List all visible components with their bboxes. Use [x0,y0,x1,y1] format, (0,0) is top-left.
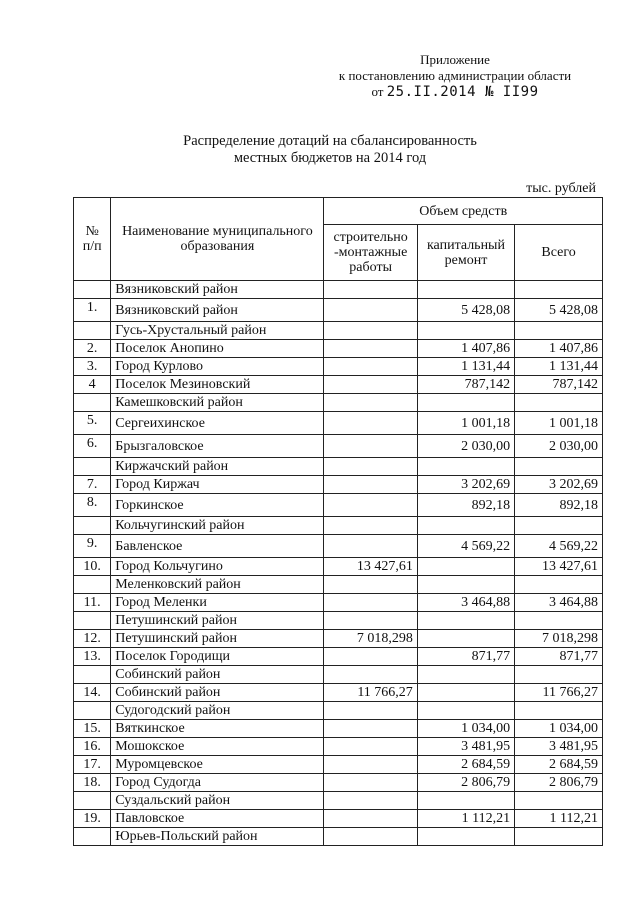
row-total-value: 871,77 [515,648,603,666]
row-construction-value [324,281,417,299]
row-name: Суздальский район [111,792,324,810]
table-row [74,810,603,828]
row-construction-value [324,412,417,435]
row-name: Муромцевское [111,756,324,774]
row-number: 1. [74,299,111,322]
row-number: 10. [74,558,111,576]
row-name: Горкинское [111,494,324,517]
row-construction-value [324,756,417,774]
row-number [74,612,111,630]
table-header-row-1 [74,198,603,225]
row-name: Город Курлово [111,358,324,376]
row-number [74,281,111,299]
row-number [74,666,111,684]
table-row [74,630,603,648]
row-name: Поселок Анопино [111,340,324,358]
row-name: Город Кольчугино [111,558,324,576]
row-number: 18. [74,774,111,792]
row-name: Вязниковский район [111,299,324,322]
row-repair-value: 3 464,88 [417,594,514,612]
title-line-2: местных бюджетов на 2014 год [233,150,427,166]
row-total-value: 1 001,18 [515,412,603,435]
row-total-value: 2 684,59 [515,756,603,774]
row-number [74,576,111,594]
row-name: Судогодский район [111,702,324,720]
row-construction-value [324,576,417,594]
row-total-value: 2 030,00 [515,435,603,458]
row-repair-value: 2 806,79 [417,774,514,792]
subsidy-table [73,197,603,846]
row-number: 15. [74,720,111,738]
row-number [74,792,111,810]
row-construction-value [324,828,417,846]
row-name: Павловское [111,810,324,828]
row-number [74,828,111,846]
row-total-value [515,792,603,810]
row-construction-value [324,648,417,666]
row-total-value [515,322,603,340]
row-name: Гусь-Хрустальный район [111,322,324,340]
row-construction-value [324,738,417,756]
row-number [74,517,111,535]
row-number [74,322,111,340]
row-number: 4 [74,376,111,394]
row-construction-value [324,702,417,720]
row-number: 14. [74,684,111,702]
row-name: Поселок Городищи [111,648,324,666]
row-construction-value [324,494,417,517]
row-construction-value [324,340,417,358]
row-construction-value [324,792,417,810]
table-row [74,738,603,756]
row-total-value [515,666,603,684]
row-construction-value [324,358,417,376]
appendix-label: Приложение [420,52,490,67]
row-total-value [515,702,603,720]
row-total-value: 892,18 [515,494,603,517]
row-name: Город Судогда [111,774,324,792]
table-row [74,594,603,612]
table-row [74,358,603,376]
row-name: Сергеихинское [111,412,324,435]
row-total-value: 1 112,21 [515,810,603,828]
row-number: 6. [74,435,111,458]
row-number: 8. [74,494,111,517]
row-construction-value [324,322,417,340]
row-repair-value: 1 034,00 [417,720,514,738]
row-construction-value [324,458,417,476]
row-total-value: 3 202,69 [515,476,603,494]
row-repair-value [417,394,514,412]
table-row [74,535,603,558]
row-repair-value: 4 569,22 [417,535,514,558]
row-construction-value: 7 018,298 [324,630,417,648]
row-name: Петушинский район [111,630,324,648]
table-row [74,648,603,666]
table-row [74,612,603,630]
table-row [74,494,603,517]
col-header-funds: Объем средств [324,198,603,225]
row-construction-value [324,435,417,458]
row-total-value: 3 464,88 [515,594,603,612]
row-total-value: 1 407,86 [515,340,603,358]
decree-date-line [330,84,580,100]
table-row [74,376,603,394]
row-name: Поселок Мезиновский [111,376,324,394]
row-total-value [515,458,603,476]
row-name: Юрьев-Польский район [111,828,324,846]
table-row [74,558,603,576]
row-total-value: 1 131,44 [515,358,603,376]
row-name: Город Киржач [111,476,324,494]
table-row [74,576,603,594]
row-construction-value [324,376,417,394]
table-row [74,517,603,535]
row-total-value: 7 018,298 [515,630,603,648]
decree-date-number: 25.II.2014 № II99 [386,84,539,100]
row-name: Город Меленки [111,594,324,612]
row-repair-value: 2 030,00 [417,435,514,458]
table-row [74,774,603,792]
row-total-value: 11 766,27 [515,684,603,702]
row-construction-value [324,612,417,630]
title-line-1: Распределение дотаций на сбалансированность [183,133,477,149]
units-label: тыс. рублей [526,181,596,196]
row-total-value [515,517,603,535]
row-name: Мошокское [111,738,324,756]
row-construction-value [324,299,417,322]
row-name: Кольчугинский район [111,517,324,535]
row-number: 7. [74,476,111,494]
row-construction-value [324,394,417,412]
row-repair-value: 1 131,44 [417,358,514,376]
row-number: 16. [74,738,111,756]
table-row [74,281,603,299]
row-repair-value: 5 428,08 [417,299,514,322]
col-header-repair: капитальный ремонт [417,225,514,281]
row-number [74,458,111,476]
row-construction-value [324,594,417,612]
table-row [74,792,603,810]
row-number: 3. [74,358,111,376]
row-number [74,702,111,720]
row-repair-value [417,666,514,684]
col-header-number: № п/п [74,198,111,281]
table-row [74,476,603,494]
row-repair-value: 1 001,18 [417,412,514,435]
row-repair-value [417,322,514,340]
row-total-value [515,612,603,630]
row-total-value: 3 481,95 [515,738,603,756]
row-name: Меленковский район [111,576,324,594]
row-repair-value: 871,77 [417,648,514,666]
row-number: 17. [74,756,111,774]
decree-reference: к постановлению администрации области [338,68,572,83]
row-construction-value: 13 427,61 [324,558,417,576]
row-repair-value [417,684,514,702]
row-construction-value [324,720,417,738]
row-name: Бавленское [111,535,324,558]
row-repair-value [417,576,514,594]
row-name: Собинский район [111,684,324,702]
row-construction-value [324,476,417,494]
row-number: 11. [74,594,111,612]
row-name: Киржачский район [111,458,324,476]
row-construction-value [324,810,417,828]
row-total-value [515,394,603,412]
row-construction-value [324,535,417,558]
row-repair-value: 3 481,95 [417,738,514,756]
row-number: 9. [74,535,111,558]
row-repair-value: 2 684,59 [417,756,514,774]
row-number: 2. [74,340,111,358]
row-repair-value: 787,142 [417,376,514,394]
row-name: Камешковский район [111,394,324,412]
row-repair-value [417,517,514,535]
row-name: Вяткинское [111,720,324,738]
row-construction-value [324,774,417,792]
col-header-name: Наименование муниципального образования [111,198,324,281]
row-construction-value: 11 766,27 [324,684,417,702]
row-total-value: 4 569,22 [515,535,603,558]
row-total-value [515,828,603,846]
row-repair-value: 1 407,86 [417,340,514,358]
row-total-value: 787,142 [515,376,603,394]
row-number [74,394,111,412]
col-header-total: Всего [515,225,603,281]
row-repair-value: 892,18 [417,494,514,517]
row-number: 12. [74,630,111,648]
table-row [74,394,603,412]
row-repair-value [417,792,514,810]
table-row [74,828,603,846]
row-name: Вязниковский район [111,281,324,299]
row-total-value [515,576,603,594]
row-total-value: 13 427,61 [515,558,603,576]
row-repair-value: 3 202,69 [417,476,514,494]
date-prefix: от [371,84,384,99]
row-repair-value [417,281,514,299]
col-header-construction: строительно -монтажные работы [324,225,417,281]
row-repair-value: 1 112,21 [417,810,514,828]
row-number: 5. [74,412,111,435]
document-title [150,133,510,167]
row-total-value: 2 806,79 [515,774,603,792]
table-row [74,322,603,340]
appendix-header [330,52,580,100]
row-total-value [515,281,603,299]
row-total-value: 1 034,00 [515,720,603,738]
table-row [74,720,603,738]
table-row [74,435,603,458]
row-name: Собинский район [111,666,324,684]
row-number: 13. [74,648,111,666]
row-repair-value [417,630,514,648]
table-row [74,756,603,774]
table-row [74,458,603,476]
row-number: 19. [74,810,111,828]
table-row [74,412,603,435]
row-repair-value [417,702,514,720]
row-repair-value [417,458,514,476]
row-repair-value [417,612,514,630]
row-repair-value [417,828,514,846]
row-construction-value [324,666,417,684]
table-body [74,281,603,846]
row-name: Брызгаловское [111,435,324,458]
table-row [74,340,603,358]
row-total-value: 5 428,08 [515,299,603,322]
table-row [74,299,603,322]
table-row [74,684,603,702]
table-row [74,666,603,684]
row-construction-value [324,517,417,535]
row-repair-value [417,558,514,576]
row-name: Петушинский район [111,612,324,630]
table-row [74,702,603,720]
